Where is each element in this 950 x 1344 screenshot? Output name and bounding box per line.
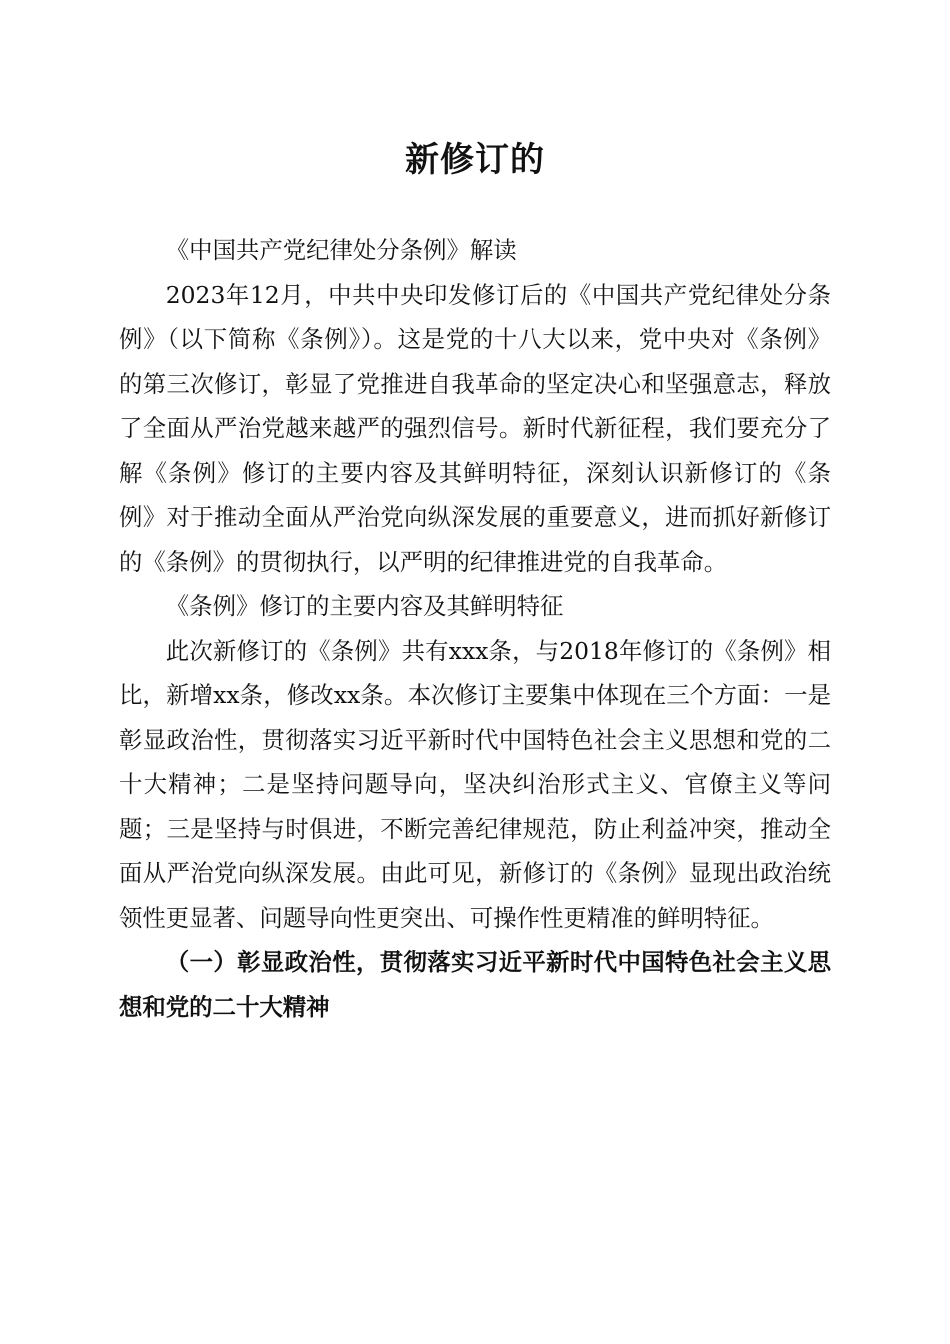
subtitle-paragraph: 《中国共产党纪律处分条例》解读 (165, 236, 517, 264)
section-heading-paragraph: 《条例》修订的主要内容及其鲜明特征 (165, 592, 564, 620)
subsection-heading: （一）彰显政治性，贯彻落实习近平新时代中国特色社会主义思想和党的二十大精神 (119, 948, 831, 1021)
intro-paragraph: 2023年12月，中共中央印发修订后的《中国共产党纪律处分条例》（以下简称《条例》）。这是党的十八大以来，党中央对《条例》的第三次修订，彰显了党推进自我革命的坚定决心和坚强意志，释放了全面从严治党越来越严的强烈信号。新时代新征程，我们要充分了解《条例》修订的主要内容及其鲜明特征，深刻认识新修订的《条例》对于推动全面从严治党向纵深发展的重要意义，进而抓好新修订的《条例》的贯彻执行，以严明的纪律推进党的自我革命。 (119, 280, 831, 576)
content-paragraph: 此次新修订的《条例》共有xxx条，与2018年修订的《条例》相比，新增xx条，修改xx条。本次修订主要集中体现在三个方面：一是彰显政治性，贯彻落实习近平新时代中国特色社会主义思想和党的二十大精神；二是坚持问题导向，坚决纠治形式主义、官僚主义等问题；三是坚持与时俱进，不断完善纪律规范，防止利益冲突，推动全面从严治党向纵深发展。由此可见，新修订的《条例》显现出政治统领性更显著、问题导向性更突出、可操作性更精准的鲜明特征。 (119, 636, 831, 932)
document-body (119, 228, 831, 1029)
document-title: 新修订的 (405, 140, 545, 180)
